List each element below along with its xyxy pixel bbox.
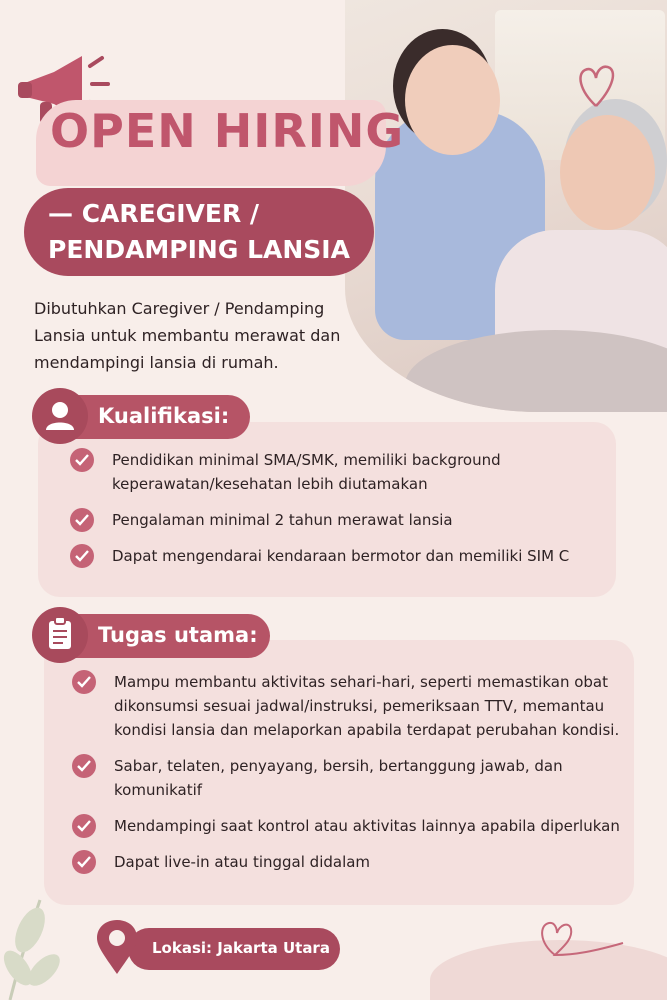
- list-item: Mendampingi saat kontrol atau aktivitas lainnya apabila diperlukan: [72, 814, 627, 838]
- qualifications-heading: Kualifikasi:: [98, 404, 230, 428]
- check-icon: [70, 448, 94, 472]
- list-item: Dapat live-in atau tinggal didalam: [72, 850, 627, 874]
- caregiver-photo: [345, 0, 667, 412]
- list-item: Sabar, telaten, penyayang, bersih, bertanggung jawab, dan komunikatif: [72, 754, 627, 802]
- intro-text: Dibutuhkan Caregiver / Pendamping Lansia untuk membantu merawat dan mendampingi lansia di rumah.: [34, 299, 341, 372]
- duties-list: [72, 670, 627, 886]
- heart-outline-icon: [535, 915, 625, 965]
- qualifications-list: [70, 448, 580, 580]
- check-icon: [72, 670, 96, 694]
- list-item: Pendidikan minimal SMA/SMK, memiliki background keperawatan/kesehatan lebih diutamakan: [70, 448, 580, 496]
- check-icon: [72, 850, 96, 874]
- check-icon: [72, 754, 96, 778]
- check-icon: [70, 508, 94, 532]
- duties-header: [40, 614, 270, 658]
- clipboard-icon: [32, 607, 88, 663]
- job-title: — CAREGIVER / PENDAMPING LANSIA: [48, 199, 350, 264]
- location-text: Lokasi: Jakarta Utara: [152, 939, 330, 957]
- page-title: OPEN HIRING: [50, 104, 405, 158]
- location-pin-icon: [95, 918, 139, 976]
- list-item: Pengalaman minimal 2 tahun merawat lansia: [70, 508, 580, 532]
- heart-outline-icon: [575, 60, 617, 112]
- duties-heading: Tugas utama:: [98, 623, 258, 647]
- qualifications-header: [40, 395, 250, 439]
- check-icon: [72, 814, 96, 838]
- check-icon: [70, 544, 94, 568]
- person-icon: [32, 388, 88, 444]
- list-item: Dapat mengendarai kendaraan bermotor dan memiliki SIM C: [70, 544, 580, 568]
- leaf-decoration-icon: [0, 890, 80, 1000]
- list-item: Mampu membantu aktivitas sehari-hari, seperti memastikan obat dikonsumsi sesuai jadwal/instruksi, pemeriksaan TTV, memantau kondisi lansia dan melaporkan apabila terdapat perubahan kondisi.: [72, 670, 627, 742]
